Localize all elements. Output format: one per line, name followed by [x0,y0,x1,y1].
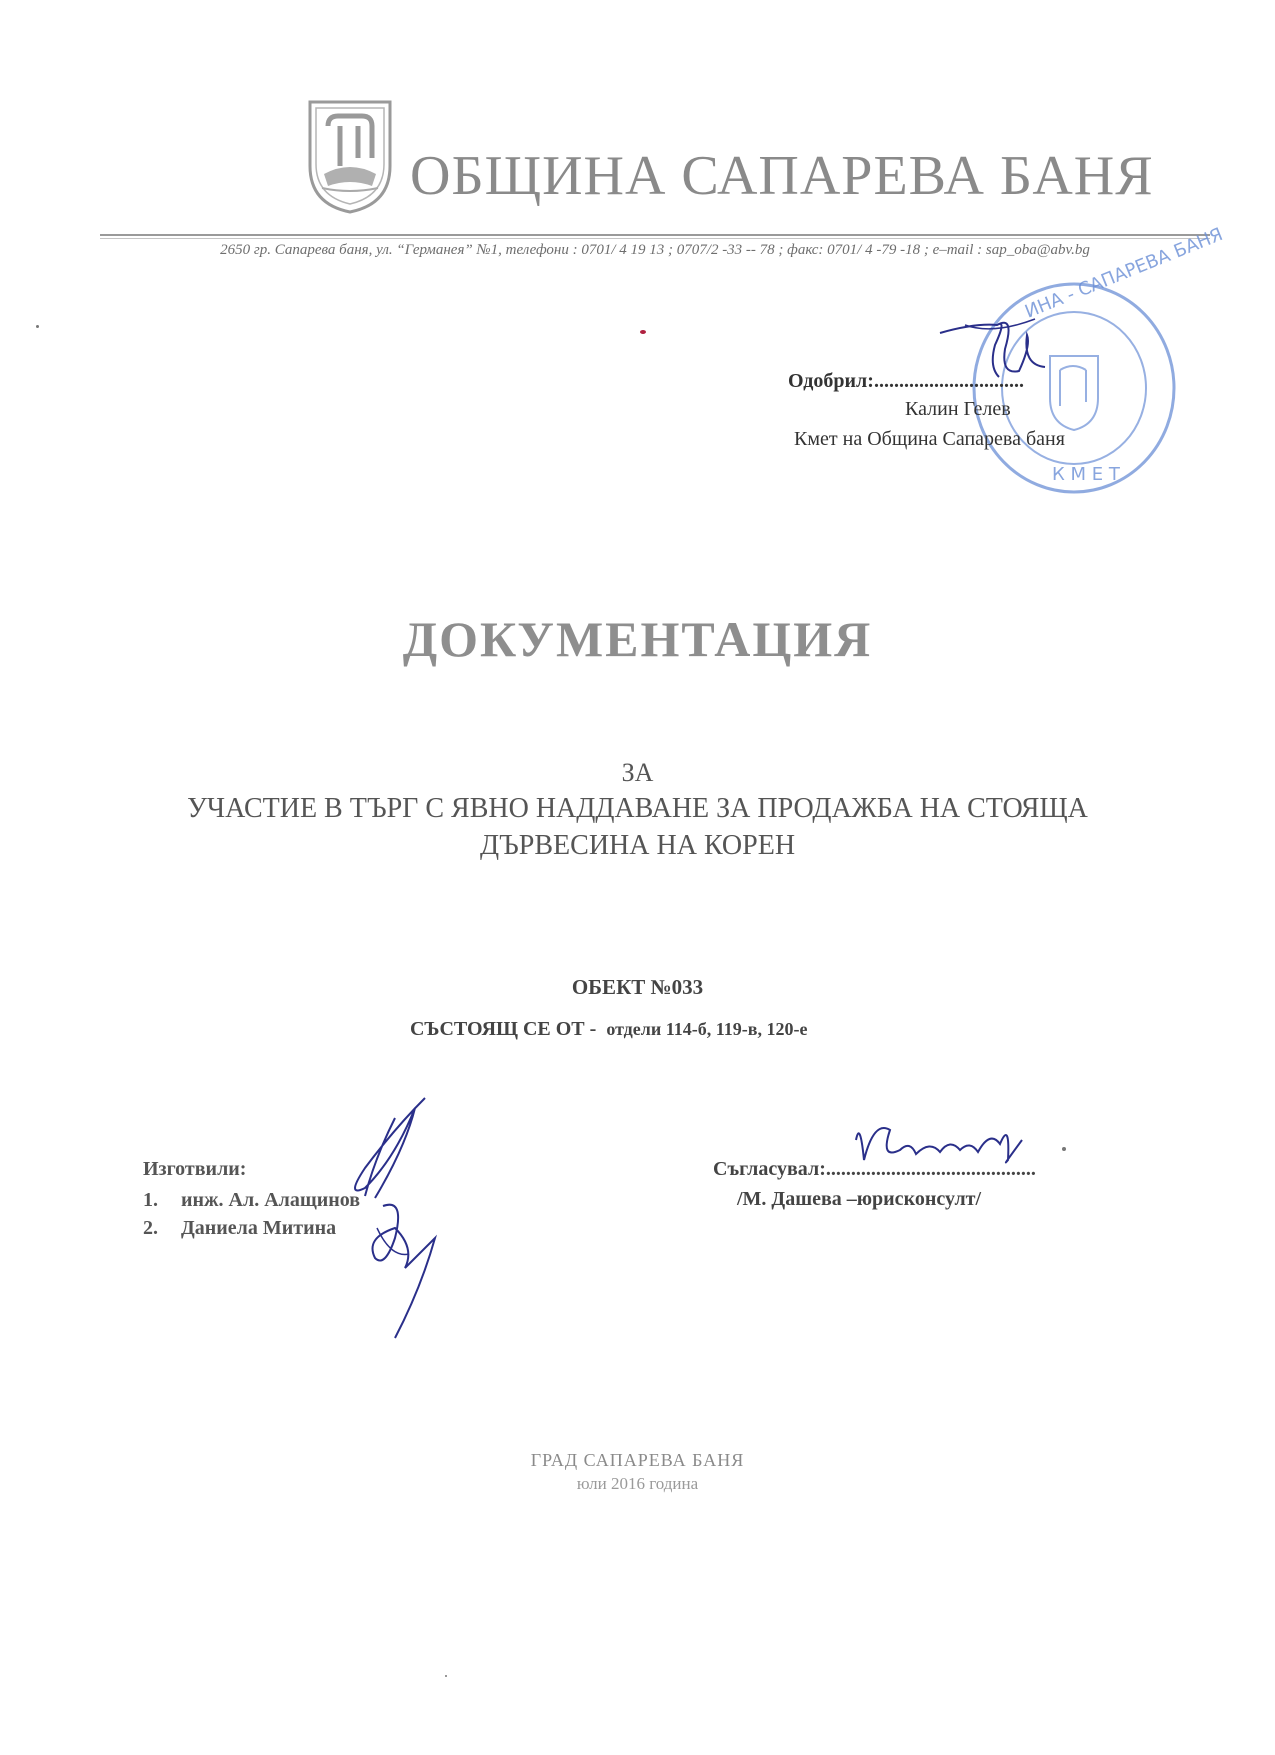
municipality-logo [300,96,400,216]
composed-of-value: отдели 114-б, 119-в, 120-е [606,1019,808,1039]
object-number: ОБЕКТ №033 [571,975,704,999]
preparer-number: 2. [143,1217,158,1239]
subject-line-2: ДЪРВЕСИНА НА КОРЕН [479,830,796,861]
composed-of-label: СЪСТОЯЩ СЕ ОТ - [410,1018,597,1040]
document-title: ДОКУМЕНТАЦИЯ [402,611,873,667]
svg-text:ИНА - САПАРЕВА БАНЯ: ИНА - САПАРЕВА БАНЯ [1022,224,1226,323]
subject-line-1: УЧАСТИЕ В ТЪРГ С ЯВНО НАДДАВАНЕ ЗА ПРОДАЖБА НА СТОЯЩА [187,793,1088,824]
preparers-list [143,1186,360,1242]
preparer-name: инж. Ал. Алащинов [181,1189,361,1211]
header-divider [100,234,1210,236]
scan-speck [445,1675,447,1677]
scan-speck [1062,1147,1066,1151]
preparer-number: 1. [143,1189,158,1211]
mayor-name: Калин Гелев [905,398,1011,420]
scan-speck [36,325,39,328]
preparer-item [143,1214,360,1242]
svg-text:К М Е Т: К М Е Т [1052,464,1120,485]
mayor-title: Кмет на Община Сапарева баня [794,428,1065,450]
footer-date: юли 2016 година [576,1474,699,1493]
agreed-by-line: Съгласувал:.......................................... [713,1158,1036,1180]
preparer-item [143,1186,360,1214]
footer-city: ГРАД САПАРЕВА БАНЯ [530,1450,745,1470]
for-label: ЗА [621,758,654,787]
scan-speck [640,330,646,334]
composed-of-line [410,1018,807,1041]
contact-address: 2650 гр. Сапарева баня, ул. “Германея” №1, телефони : 0701/ 4 19 13 ; 0707/2 -33 -- 78 ; факс: 0701/ 4 -79 -18 ; e–mail : sap_oba@abv.bg [220,242,1090,258]
approved-by-line: Одобрил:.............................. [788,370,1024,392]
organization-name: ОБЩИНА САПАРЕВА БАНЯ [410,145,1154,207]
legal-advisor-name: /М. Дашева –юрисконсулт/ [737,1188,982,1210]
header-divider-thin [100,238,1210,239]
prepared-by-label: Изготвили: [143,1158,247,1180]
preparer-name: Даниела Митина [181,1217,337,1239]
